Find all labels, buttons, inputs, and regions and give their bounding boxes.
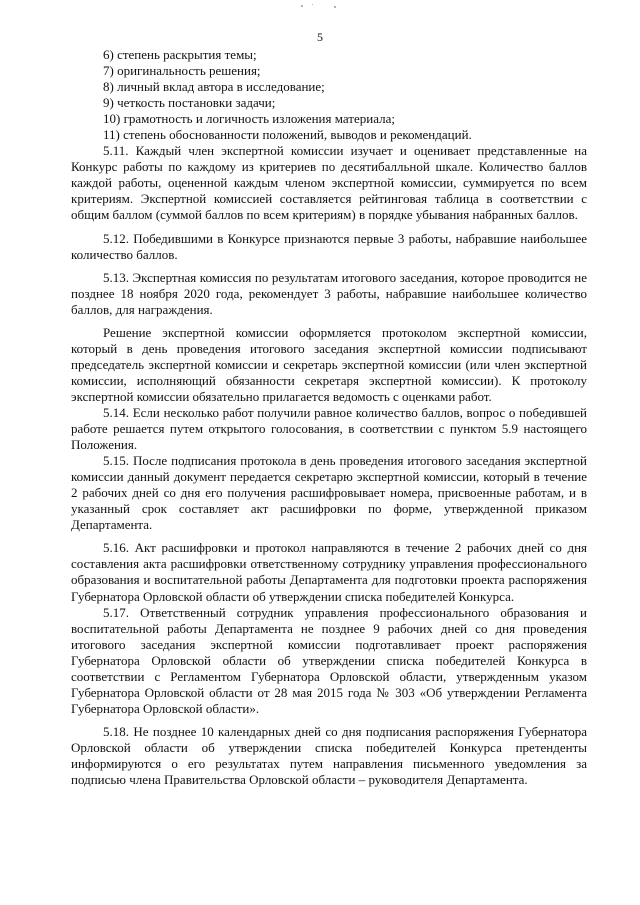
paragraph-5-11: 5.11. Каждый член экспертной комиссии изучает и оценивает представленные на Конкурс работы по каждому из критериев по десятибалльной шкале. Количество баллов каждой работы, оцененной каждым членом экспертной комиссии, суммируется по всем критериям. Экспертной комиссией составляется рейтинговая таблица в соответствии с общим баллом (суммой баллов по всем критериям) в порядке убывания набранных баллов. (71, 143, 587, 223)
criteria-item: 11) степень обоснованности положений, выводов и рекомендаций. (103, 127, 472, 143)
scan-speck (312, 4, 313, 5)
criteria-item: 8) личный вклад автора в исследование; (103, 79, 325, 95)
paragraph-5-12: 5.12. Победившими в Конкурсе признаются первые 3 работы, набравшие наибольшее количество баллов. (71, 230, 587, 262)
paragraph-5-17: 5.17. Ответственный сотрудник управления профессионального образования и воспитательной работы Департамента не позднее 9 рабочих дней со дня проведения итогового заседания экспертной комиссии подготавливает проект распоряжения Губернатора Орловской области об утверждении списка победителей Конкурса в соответствии с Регламентом Губернатора Орловской области, утвержденным указом Губернатора Орловской области от 28 мая 2015 года № 303 «Об утверждении Регламента Губернатора Орловской области». (71, 604, 587, 716)
criteria-item: 7) оригинальность решения; (103, 63, 261, 79)
paragraph-5-18: 5.18. Не позднее 10 календарных дней со дня подписания распоряжения Губернатора Орловской области об утверждении списка победителей Конкурса претенденты информируются о его результатах путем направления письменного уведомления за подписью члена Правительства Орловской области – руководителя Департамента. (71, 723, 587, 788)
paragraph-decision: Решение экспертной комиссии оформляется протоколом экспертной комиссии, который в день проведения итогового заседания экспертной комиссии подписывают председатель экспертной комиссии и секретарь экспертной комиссии (или член экспертной комиссии, исполняющий обязанности секретаря экспертной комиссии). К протоколу экспертной комиссии обязательно прилагается ведомость с оценками работ. (71, 324, 587, 404)
scan-speck (301, 5, 303, 7)
paragraph-5-15: 5.15. После подписания протокола в день проведения итогового заседания экспертной комиссии данный документ передается секретарю экспертной комиссии, который в течение 2 рабочих дней со дня его получения расшифровывает номера, присвоенные работам, и в указанный срок составляет акт расшифровки по форме, утвержденной приказом Департамента. (71, 453, 587, 533)
paragraph-5-14: 5.14. Если несколько работ получили равное количество баллов, вопрос о победившей работе решается путем открытого голосования, в соответствии с пунктом 5.9 настоящего Положения. (71, 404, 587, 453)
criteria-list (71, 47, 587, 143)
criteria-item: 10) грамотность и логичность изложения материала; (103, 111, 395, 127)
document-body (71, 47, 587, 788)
paragraph-5-13: 5.13. Экспертная комиссия по результатам итогового заседания, которое проводится не позднее 18 ноября 2020 года, рекомендует 3 работы, набравшие наибольшее количество баллов, для награждения. (71, 269, 587, 317)
criteria-item: 9) четкость постановки задачи; (103, 95, 276, 111)
page-number: 5 (317, 30, 323, 44)
paragraph-5-16: 5.16. Акт расшифровки и протокол направляются в течение 2 рабочих дней со дня составления акта расшифровки ответственному сотруднику управления профессионального образования и воспитательной работы Департамента для подготовки проекта распоряжения Губернатора Орловской области об утверждении списка победителей Конкурса. (71, 540, 587, 604)
scan-speck (334, 6, 336, 8)
criteria-item: 6) степень раскрытия темы; (103, 47, 257, 62)
